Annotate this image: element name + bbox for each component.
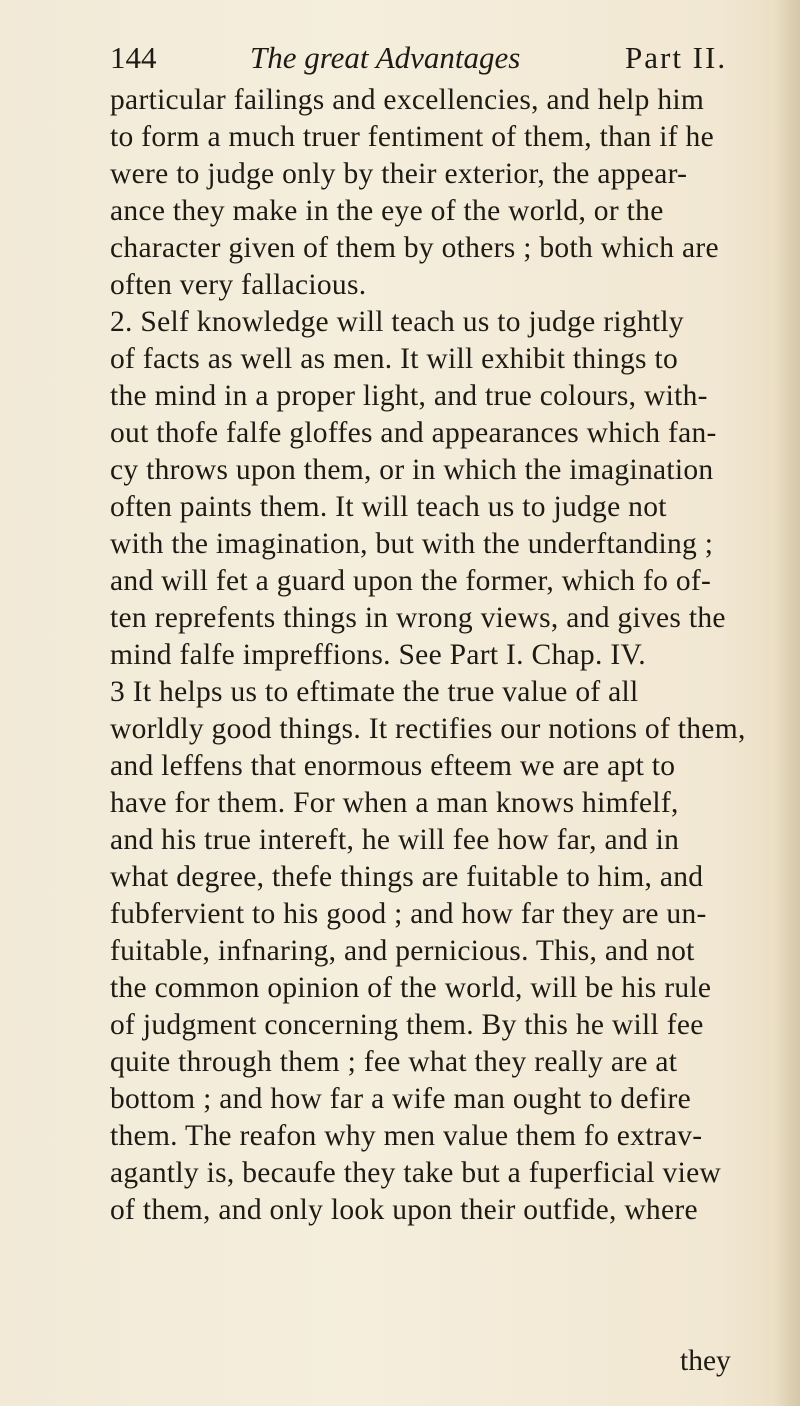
text-line: what degree, thefe things are fuitable to him, and <box>110 861 704 893</box>
running-title: The great Advantages <box>250 40 521 75</box>
text-line: ten reprefents things in wrong views, and gives the <box>110 602 726 634</box>
text-line: out thofe falfe gloffes and appearances which fan- <box>110 417 717 449</box>
text-line: often paints them. It will teach us to judge not <box>110 491 667 523</box>
text-line: 2. Self knowledge will teach us to judge rightly <box>110 306 684 338</box>
text-line: 3 It helps us to eftimate the true value of all <box>110 676 639 708</box>
text-line: them. The reafon why men value them fo extrav- <box>110 1120 703 1152</box>
page-number: 144 <box>110 40 157 75</box>
body-text <box>110 82 760 1229</box>
text-line: bottom ; and how far a wife man ought to defire <box>110 1083 691 1115</box>
text-line: ance they make in the eye of the world, or the <box>110 195 664 227</box>
text-line: and his true intereft, he will fee how far, and in <box>110 824 680 856</box>
text-line: and will fet a guard upon the former, which fo of- <box>110 565 712 597</box>
text-line: often very fallacious. <box>110 269 367 301</box>
text-line: fuitable, infnaring, and pernicious. This, and not <box>110 935 695 967</box>
text-line: mind falfe impreffions. See Part I. Chap. IV. <box>110 639 646 671</box>
text-line: the mind in a proper light, and true colours, with- <box>110 380 708 412</box>
catchword: they <box>680 1345 731 1377</box>
text-line: agantly is, becaufe they take but a fuperficial view <box>110 1157 722 1189</box>
text-line: of them, and only look upon their outfide, where <box>110 1194 698 1226</box>
text-line: of facts as well as men. It will exhibit things to <box>110 343 679 375</box>
text-line: have for them. For when a man knows himfelf, <box>110 787 679 819</box>
text-line: worldly good things. It rectifies our notions of them, <box>110 713 746 745</box>
text-line: the common opinion of the world, will be his rule <box>110 972 712 1004</box>
text-line: quite through them ; fee what they really are at <box>110 1046 678 1078</box>
part-label: Part II. <box>625 40 728 75</box>
text-line: to form a much truer fentiment of them, than if he <box>110 121 714 153</box>
text-line: were to judge only by their exterior, the appear- <box>110 158 688 190</box>
text-line: fubfervient to his good ; and how far they are un- <box>110 898 707 930</box>
text-line: and leffens that enormous efteem we are apt to <box>110 750 676 782</box>
text-line: cy throws upon them, or in which the imagination <box>110 454 714 486</box>
text-line: with the imagination, but with the underftanding ; <box>110 528 714 560</box>
text-line: character given of them by others ; both which are <box>110 232 719 264</box>
text-line: particular failings and excellencies, and help him <box>110 84 705 116</box>
page-edge-shadow <box>774 0 800 1406</box>
text-line: of judgment concerning them. By this he will fee <box>110 1009 704 1041</box>
